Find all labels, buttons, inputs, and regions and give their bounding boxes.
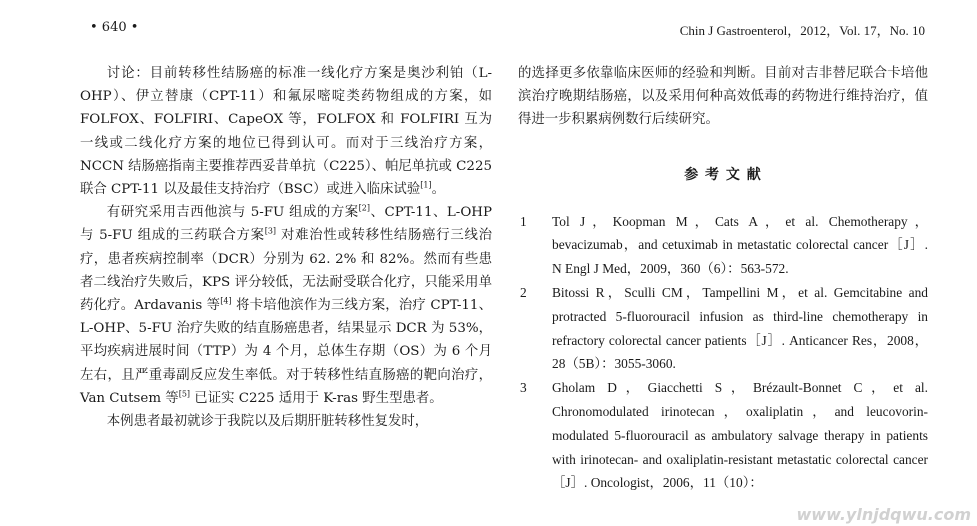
citation-2: [2] (358, 203, 371, 213)
studies-text-3: 对难治性或转移性结肠癌行三线治疗，患者疾病控制率（DCR）分别为 62. 2% 和 82%。然而有些患者二线治疗失败后，KPS 评分较低，无法耐受联合化疗，只能采用单药化疗。Ardavanis 等 (80, 228, 492, 314)
reference-text: Tol J，Koopman M，Cats A，et al. Chemotherapy，bevacizumab，and cetuximab in metastatic colorectal cancer［J］. N Engl J Med，2009，360（6）：563-572. (552, 213, 928, 277)
case-paragraph: 本例患者最初就诊于我院以及后期肝脏转移性复发时， (106, 414, 429, 430)
studies-paragraph (80, 201, 492, 410)
discussion-paragraph (80, 62, 492, 201)
studies-text-4: 将卡培他滨作为三线方案，治疗 CPT-11、L-OHP、5-FU 治疗失败的结直肠癌患者，结果显示 DCR 为 53%，平均疾病进展时间（TTP）为 4 个月，总体生存期（OS）为 6 个月左右，且严重毒副反应发生率低。对于转移性结直肠癌的靶向治疗，Van Cutsem 等 (80, 298, 492, 406)
reference-text: Bitossi R，Sculli CM，Tampellini M，et al. Gemcitabine and protracted 5-fluorouracil infusion as third-line chemotherapy in refractory colorectal cancer patients［J］. Anticancer Res，2008，28（5B）：3055-3060. (552, 285, 928, 372)
discussion-text: 讨论：目前转移性结肠癌的标准一线化疗方案是奥沙利铂（L-OHP）、伊立替康（CPT-11）和氟尿嘧啶类药物组成的方案，如 FOLFOX、FOLFIRI、CapeOX 等，FOLFOX 和 FOLFIRI 互为一线或二线化疗方案的地位已得到认可。而对于三线治疗方案，NCCN 结肠癌指南主要推荐西妥昔单抗（C225）、帕尼单抗或 C225 联合 CPT-11 以及最佳支持治疗（BSC）或进入临床试验 (80, 66, 492, 198)
page-number: • 640 • (90, 20, 139, 35)
reference-item (518, 210, 928, 281)
left-column (80, 62, 492, 433)
references-title: 参 考 文 献 (684, 166, 762, 183)
continuation-paragraph: 的选择更多依靠临床医师的经验和判断。目前对吉非替尼联合卡培他滨治疗晚期结肠癌，以及采用何种高效低毒的药物进行维持治疗，值得进一步积累病例数行后续研究。 (518, 66, 928, 128)
reference-number: 2 (520, 285, 527, 300)
site-watermark: www.ylnjdqwu.com (796, 505, 971, 524)
studies-text-5: 已证实 C225 适用于 K-ras 野生型患者。 (190, 390, 443, 406)
studies-text-1: 有研究采用吉西他滨与 5-FU 组成的方案 (106, 205, 359, 221)
citation-5: [5] (178, 389, 191, 399)
page-header (0, 20, 977, 42)
sentence-end: 。 (431, 182, 445, 198)
reference-list (518, 210, 928, 496)
studies-text-2: 、CPT-11、L-OHP 与 5-FU 组成的三药联合方案 (80, 205, 492, 244)
journal-citation: Chin J Gastroenterol，2012，Vol. 17，No. 10 (679, 23, 925, 38)
reference-number: 3 (520, 380, 527, 396)
citation-3: [3] (264, 226, 277, 236)
reference-text: Gholam D，Giacchetti S，Brézault-Bonnet C，et al. Chronomodulated irinotecan，oxaliplatin，and leucovorin-modulated 5-fluorouracil as ambulatory salvage therapy in patients with irinotecan- and oxaliplatin-resistant metastatic colorectal cancer［J］. Oncologist，2006，11（10）： (552, 380, 928, 491)
reference-number: 1 (520, 213, 527, 229)
right-column (518, 62, 928, 495)
reference-item (518, 281, 928, 376)
reference-item (518, 376, 928, 495)
citation-1: [1] (420, 180, 432, 190)
citation-4: [4] (220, 296, 232, 306)
